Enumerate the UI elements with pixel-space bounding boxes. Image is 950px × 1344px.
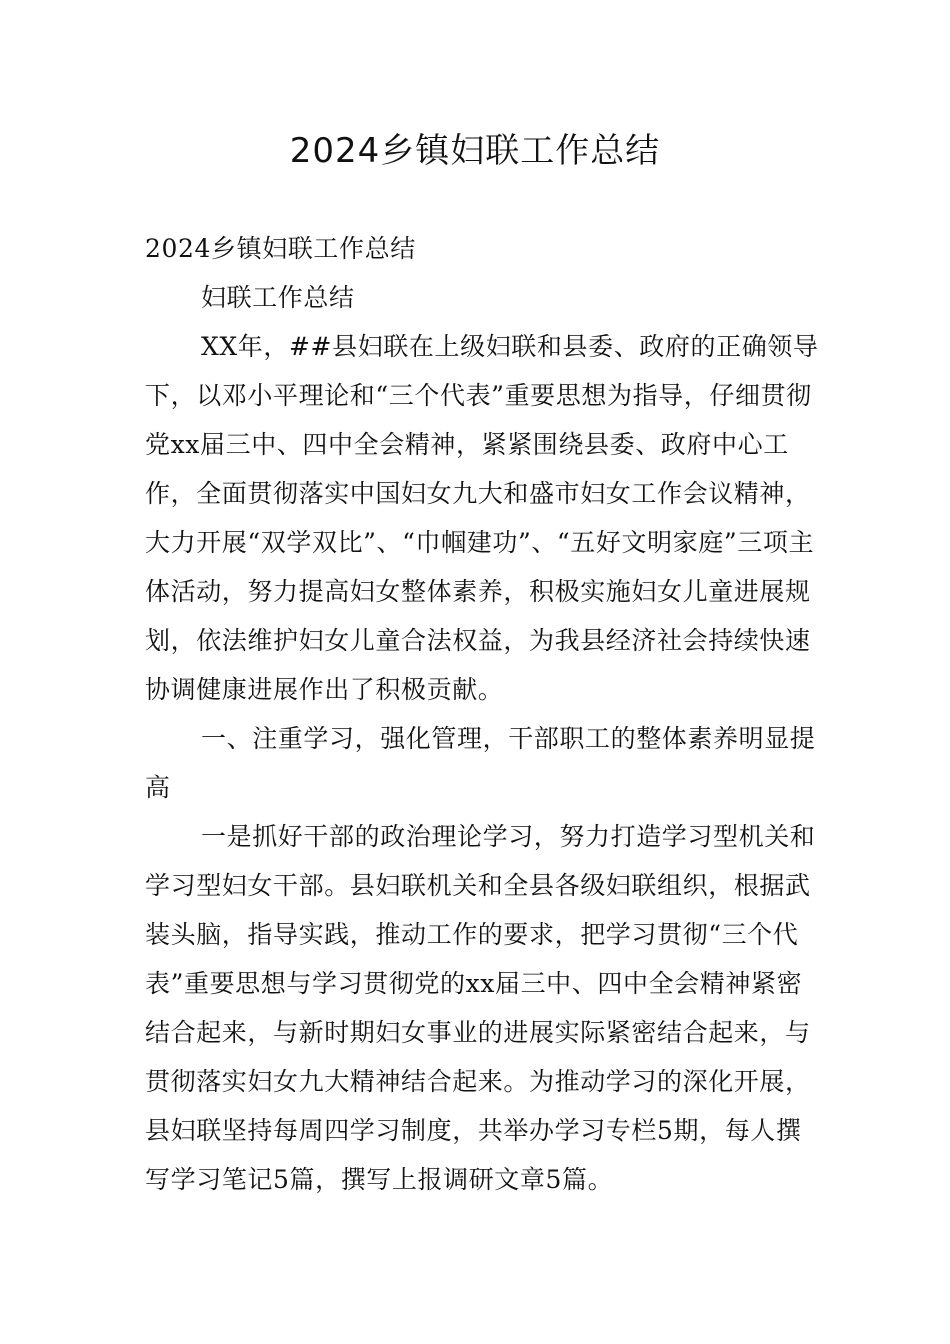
body-paragraph: 一是抓好干部的政治理论学习，努力打造学习型机关和学习型妇女干部。县妇联机关和全县各级妇联组织，根据武装头脑，指导实践，推动工作的要求，把学习贯彻“三个代表”重要思想与学习贯彻党的xx届三中、四中全会精神紧密结合起来，与新时期妇女事业的进展实际紧密结合起来，与贯彻落实妇女九大精神结合起来。为推动学习的深化开展，县妇联坚持每周四学习制度，共举办学习专栏5期，每人撰写学习笔记5篇，撰写上报调研文章5篇。 bbox=[145, 822, 816, 1194]
document-body bbox=[145, 224, 825, 1204]
heading-one-paragraph: 一、注重学习，强化管理，干部职工的整体素养明显提高 bbox=[145, 724, 816, 802]
section-heading-paragraph: 妇联工作总结 bbox=[201, 283, 355, 312]
document-title: 2024乡镇妇联工作总结 bbox=[289, 131, 661, 171]
intro-paragraph: XX年，##县妇联在上级妇联和县委、政府的正确领导下，以邓小平理论和“三个代表”重要思想为指导，仔细贯彻党xx届三中、四中全会精神，紧紧围绕县委、政府中心工作，全面贯彻落实中国妇女九大和盛市妇女工作会议精神，大力开展“双学双比”、“巾帼建功”、“五好文明家庭”三项主体活动，努力提高妇女整体素养，积极实施妇女儿童进展规划，依法维护妇女儿童合法权益，为我县经济社会持续快速协调健康进展作出了积极贡献。 bbox=[145, 332, 819, 704]
subtitle-paragraph: 2024乡镇妇联工作总结 bbox=[145, 234, 416, 263]
